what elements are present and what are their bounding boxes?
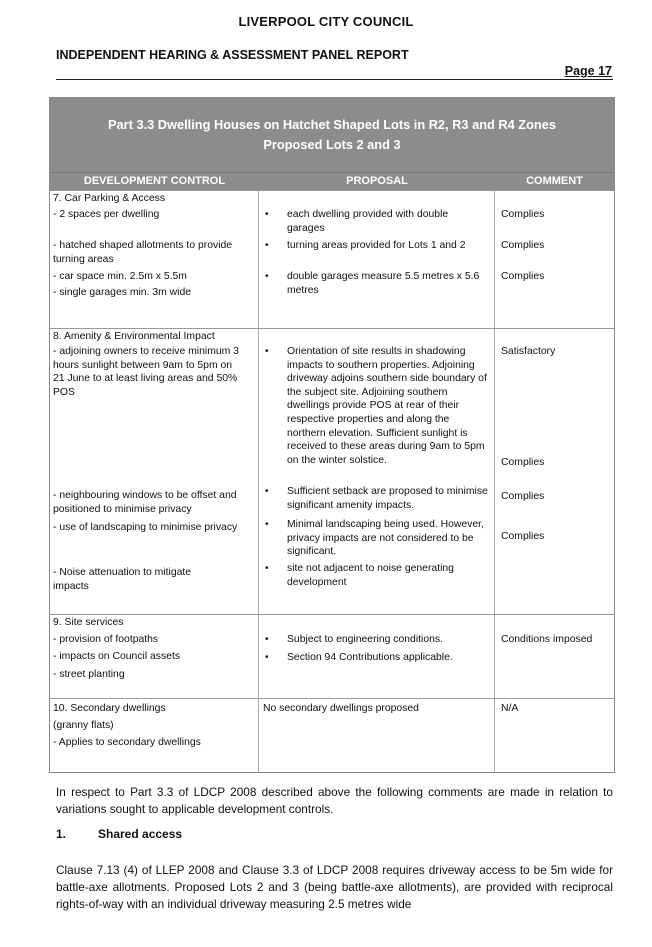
proposal-cell <box>259 699 495 772</box>
col-header-comment: COMMENT <box>526 175 583 187</box>
col-header-proposal: PROPOSAL <box>346 175 408 187</box>
section-title: 7. Car Parking & Access <box>53 193 166 204</box>
section-title: 10. Secondary dwellings <box>53 703 166 714</box>
proposal-item: No secondary dwellings proposed <box>263 703 419 714</box>
comment-cell <box>495 699 614 772</box>
comment-item: Complies <box>501 209 545 220</box>
bullet: • <box>265 271 269 282</box>
control-cell <box>50 329 259 614</box>
table-row <box>50 698 614 772</box>
proposal-item: Orientation of site results in shadowing impacts to southern properties. Adjoining driveway adjoins southern side boundary of the subject site. Adjoining southern dwellings provide POS at rear of their respective properties and along the northern elevation. Sufficient sunlight is received to these areas during 9am to 5pm on the winter solstice. <box>287 346 487 466</box>
bullet: • <box>265 240 269 251</box>
comment-cell <box>495 615 614 698</box>
comment-item: Conditions imposed <box>501 634 593 645</box>
bullet: • <box>265 346 269 357</box>
section-heading <box>56 827 182 841</box>
control-item: - adjoining owners to receive minimum 3 hours sunlight between 9am to 5pm on 21 June to at least living areas and 50% POS <box>53 346 239 398</box>
banner-title: Part 3.3 Dwelling Houses on Hatchet Shaped Lots in R2, R3 and R4 Zones <box>108 117 556 132</box>
table-row <box>50 328 614 614</box>
controls-table <box>49 97 615 773</box>
section-number: 1. <box>56 827 67 841</box>
comment-item: Complies <box>501 457 545 468</box>
control-item: - Noise attenuation to mitigate impacts <box>53 567 192 592</box>
control-item: - impacts on Council assets <box>53 651 181 662</box>
bullet: • <box>265 652 269 663</box>
col-header-control: DEVELOPMENT CONTROL <box>83 175 226 187</box>
control-item: (granny flats) <box>53 720 114 731</box>
control-item: - car space min. 2.5m x 5.5m <box>53 271 187 282</box>
proposal-item: turning areas provided for Lots 1 and 2 <box>287 240 466 251</box>
control-item: - Applies to secondary dwellings <box>53 737 201 748</box>
section-title: 8. Amenity & Environmental Impact <box>53 331 215 342</box>
control-item: - use of landscaping to minimise privacy <box>53 522 238 533</box>
proposal-item: Section 94 Contributions applicable. <box>287 652 453 663</box>
comment-item: Satisfactory <box>501 346 556 357</box>
proposal-item: Sufficient setback are proposed to minimise significant amenity impacts. <box>287 486 488 511</box>
section-title: Shared access <box>98 827 183 841</box>
control-item: - single garages min. 3m wide <box>53 287 192 298</box>
proposal-cell <box>259 615 495 698</box>
control-item: - 2 spaces per dwelling <box>53 209 160 220</box>
comment-cell <box>495 329 614 614</box>
body-paragraph: Clause 7.13 (4) of LLEP 2008 and Clause 3.3 of LDCP 2008 requires driveway access to be 5m wide for battle-axe allotments. Proposed Lots 2 and 3 (being battle-axe allotments), are provided with reciprocal rights-of-way with an individual driveway measuring 2.5 metres wide <box>56 863 613 911</box>
section-title: 9. Site services <box>53 617 124 628</box>
body-paragraph: In respect to Part 3.3 of LDCP 2008 described above the following comments are made in relation to variations sought to applicable development controls. <box>56 785 613 816</box>
proposal-item: each dwelling provided with double garages <box>287 209 449 234</box>
table-banner <box>50 98 614 173</box>
table-row <box>50 614 614 698</box>
council-name: LIVERPOOL CITY COUNCIL <box>238 14 414 29</box>
header-rule <box>56 79 613 80</box>
proposal-cell <box>259 191 495 328</box>
table-row <box>50 190 614 328</box>
bullet: • <box>265 634 269 645</box>
bullet: • <box>265 209 269 220</box>
proposal-cell <box>259 329 495 614</box>
control-cell <box>50 699 259 772</box>
comment-item: Complies <box>501 491 545 502</box>
control-item: - neighbouring windows to be offset and positioned to minimise privacy <box>53 490 237 515</box>
page-number: Page 17 <box>564 64 612 78</box>
bullet: • <box>265 519 269 530</box>
banner-subtitle: Proposed Lots 2 and 3 <box>263 137 401 152</box>
proposal-item: double garages measure 5.5 metres x 5.6 metres <box>287 271 480 296</box>
control-cell <box>50 615 259 698</box>
comment-item: N/A <box>501 703 519 714</box>
proposal-item: Minimal landscaping being used. However, privacy impacts are not considered to be significant. <box>287 519 484 558</box>
report-title: INDEPENDENT HEARING & ASSESSMENT PANEL REPORT <box>56 48 409 62</box>
comment-item: Complies <box>501 240 545 251</box>
control-item: - street planting <box>53 669 125 680</box>
bullet: • <box>265 486 269 497</box>
comment-item: Complies <box>501 531 545 542</box>
control-item: - provision of footpaths <box>53 634 159 645</box>
control-cell <box>50 191 259 328</box>
proposal-item: Subject to engineering conditions. <box>287 634 443 645</box>
table-column-headers <box>50 173 614 190</box>
proposal-item: site not adjacent to noise generating development <box>287 563 454 588</box>
control-item: - hatched shaped allotments to provide turning areas <box>53 240 233 265</box>
comment-item: Complies <box>501 271 545 282</box>
comment-cell <box>495 191 614 328</box>
bullet: • <box>265 563 269 574</box>
